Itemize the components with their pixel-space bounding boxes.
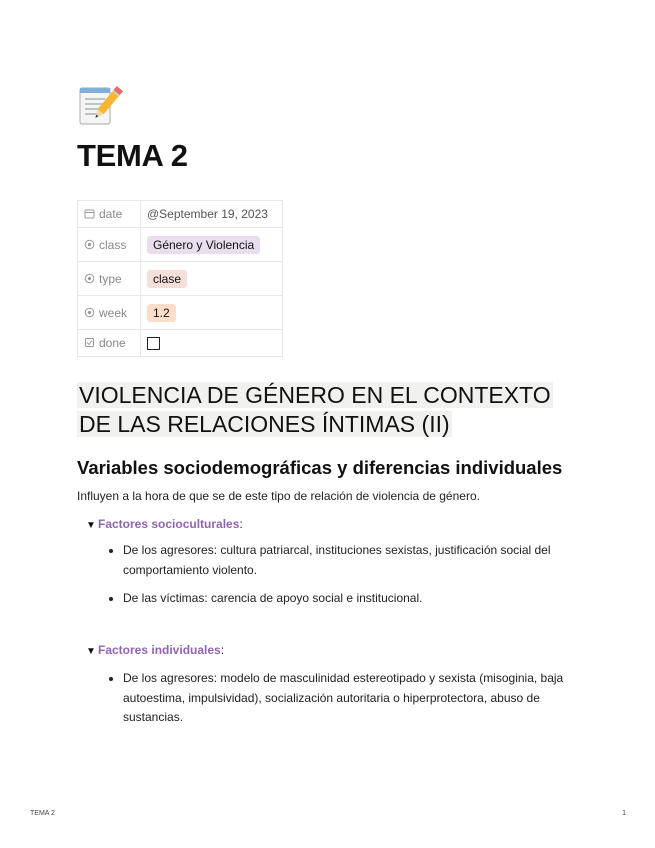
list-item: • De los agresores: modelo de masculinidad estereotipado y sexista (misoginia, baja autoestima, impulsividad), socialización autoritaria o hiperprotectora, abuso de sustancias. <box>123 669 573 728</box>
memo-pencil-icon <box>77 82 125 128</box>
type-tag[interactable]: clase <box>147 270 187 288</box>
calendar-icon <box>84 208 95 219</box>
toggle-factores-individuales[interactable]: ▼ Factores individuales: <box>86 643 225 657</box>
property-row-type <box>78 262 283 296</box>
toggle-arrow-icon[interactable]: ▼ <box>86 520 96 531</box>
property-key: type <box>99 271 122 286</box>
bullet-list <box>100 669 573 737</box>
section-heading <box>77 381 553 439</box>
toggle-arrow-icon[interactable]: ▼ <box>86 646 96 657</box>
page-title: TEMA 2 <box>77 138 188 173</box>
property-key: done <box>99 336 126 350</box>
date-value[interactable]: @September 19, 2023 <box>141 201 283 228</box>
bullet-list <box>100 541 573 618</box>
property-row-done <box>78 330 283 357</box>
toggle-label: Factores individuales <box>98 643 221 657</box>
heading-line-2: DE LAS RELACIONES ÍNTIMAS (II) <box>79 411 450 437</box>
toggle-factores-socioculturales[interactable]: ▼ Factores socioculturales: <box>86 517 243 531</box>
toggle-label: Factores socioculturales <box>98 517 240 531</box>
select-icon <box>84 273 95 284</box>
select-icon <box>84 307 95 318</box>
footer-title: TEMA 2 <box>30 810 55 817</box>
class-tag[interactable]: Género y Violencia <box>147 236 260 254</box>
select-icon <box>84 239 95 250</box>
property-key: date <box>99 207 123 221</box>
property-row-class <box>78 228 283 262</box>
week-tag[interactable]: 1.2 <box>147 304 176 322</box>
list-item: • De los agresores: cultura patriarcal, instituciones sexistas, justificación social del comportamiento violento. <box>123 541 573 580</box>
list-item: • De las víctimas: carencia de apoyo social e institucional. <box>123 589 573 609</box>
property-row-week <box>78 296 283 330</box>
checkbox-icon <box>84 337 95 348</box>
footer-page-number: 1 <box>622 810 626 817</box>
done-checkbox[interactable] <box>147 337 160 350</box>
property-key: class <box>99 237 127 252</box>
properties-table <box>77 200 283 357</box>
intro-paragraph: Influyen a la hora de que se de este tipo de relación de violencia de género. <box>77 489 480 503</box>
property-key: week <box>99 305 128 320</box>
heading-line-1: VIOLENCIA DE GÉNERO EN EL CONTEXTO <box>79 382 551 408</box>
property-row-date <box>78 201 283 228</box>
subsection-heading: Variables sociodemográficas y diferencias individuales <box>77 457 563 478</box>
